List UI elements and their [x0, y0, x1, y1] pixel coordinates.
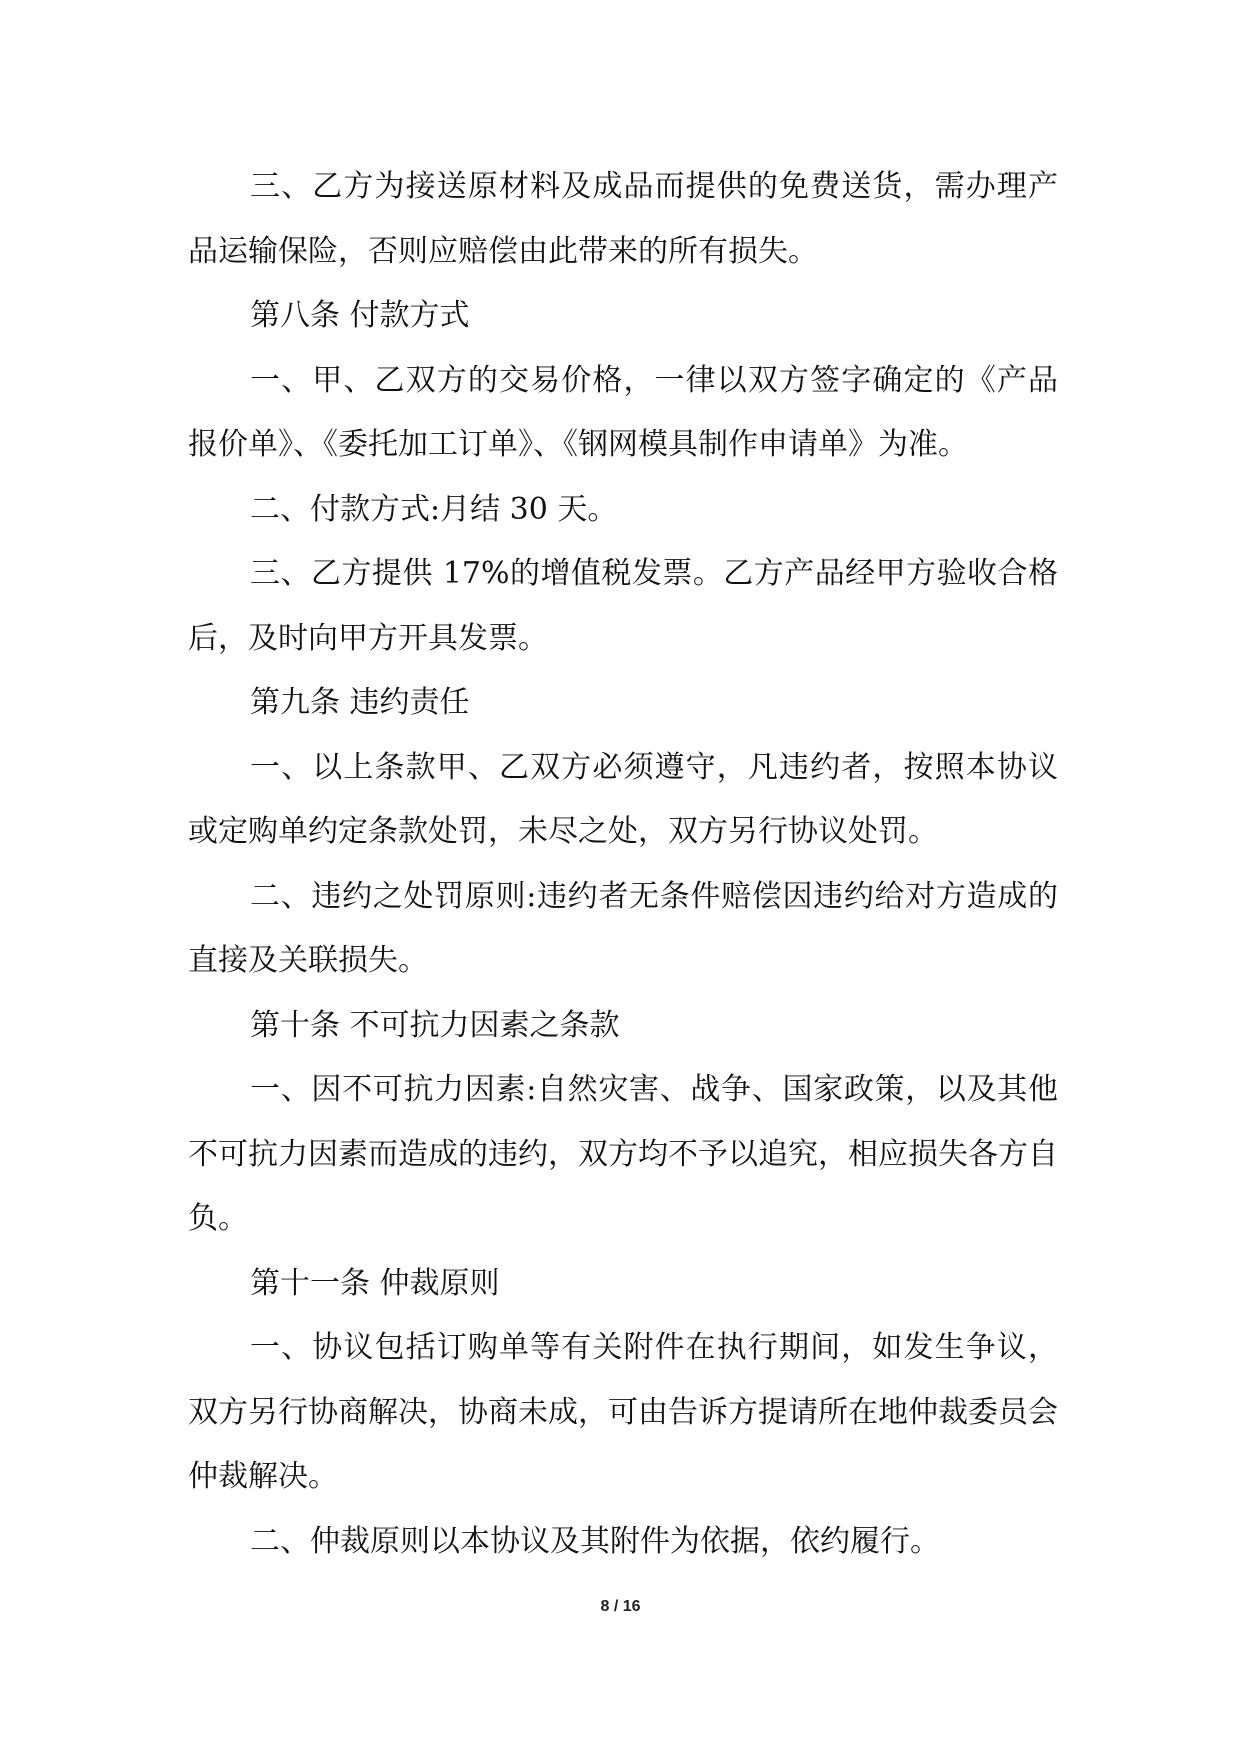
paragraph-clause-11-item-1: 一、协议包括订购单等有关附件在执行期间，如发生争议，双方另行协商解决，协商未成，可由告诉方提请所在地仲裁委员会仲裁解决。	[188, 1330, 1058, 1494]
paragraph-clause-8-item-3: 三、乙方提供 17%的增值税发票。乙方产品经甲方验收合格后，及时向甲方开具发票。	[188, 556, 1058, 656]
paragraph-clause-9-item-1: 一、以上条款甲、乙双方必须遵守，凡违约者，按照本协议或定购单约定条款处罚，未尽之处，双方另行协议处罚。	[188, 749, 1058, 849]
page-number: 8 / 16	[600, 1598, 641, 1615]
heading-article-10: 第十条 不可抗力因素之条款	[250, 1007, 620, 1043]
heading-article-9: 第九条 违约责任	[250, 685, 470, 720]
paragraph-clause-8-item-1: 一、甲、乙双方的交易价格，一律以双方签字确定的《产品报价单》、《委托加工订单》、《钢网模具制作申请单》为准。	[188, 362, 1058, 462]
heading-article-11: 第十一条 仲裁原则	[250, 1265, 500, 1301]
paragraph-clause-7-item-3: 三、乙方为接送原材料及成品而提供的免费送货，需办理产品运输保险，否则应赔偿由此带来的所有损失。	[188, 169, 1058, 269]
heading-article-8: 第八条 付款方式	[250, 298, 470, 333]
paragraph-clause-11-item-2: 二、仲裁原则以本协议及其附件为依据，依约履行。	[250, 1523, 940, 1559]
paragraph-clause-9-item-2: 二、违约之处罚原则:违约者无条件赔偿因违约给对方造成的直接及关联损失。	[188, 878, 1058, 978]
paragraph-clause-8-item-2: 二、付款方式:月结 30 天。	[250, 491, 618, 527]
paragraph-clause-10-item-1: 一、因不可抗力因素:自然灾害、战争、国家政策，以及其他不可抗力因素而造成的违约，双方均不予以追究，相应损失各方自负。	[188, 1072, 1058, 1236]
document-body	[188, 155, 1058, 1574]
